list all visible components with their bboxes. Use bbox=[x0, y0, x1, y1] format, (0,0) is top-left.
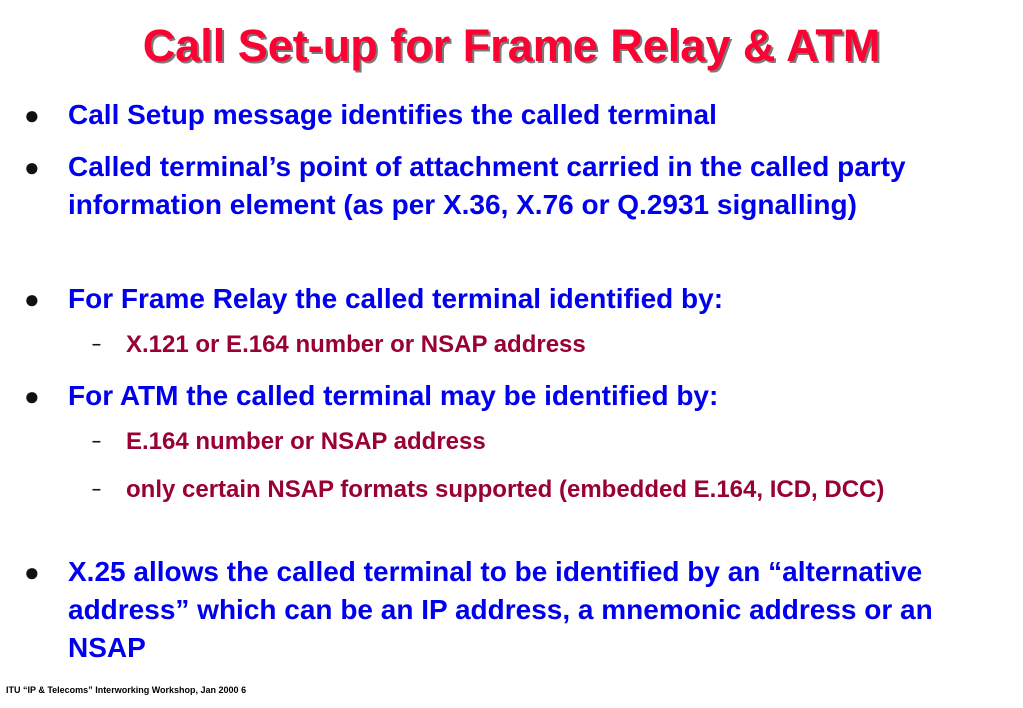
sub-bullet-text: E.164 number or NSAP address bbox=[126, 428, 486, 455]
bullet-icon: ● bbox=[24, 152, 40, 182]
sub-bullet-item bbox=[92, 329, 996, 361]
bullet-item bbox=[24, 377, 1008, 415]
sub-bullet-text: only certain NSAP formats supported (embedded E.164, ICD, DCC) bbox=[126, 476, 885, 503]
bullet-icon: ● bbox=[24, 284, 40, 314]
dash-icon: – bbox=[92, 433, 101, 450]
dash-icon: – bbox=[92, 336, 101, 353]
sub-bullet-item bbox=[92, 474, 996, 506]
bullet-icon: ● bbox=[24, 557, 40, 587]
slide-title: Call Set-up for Frame Relay & ATM bbox=[142, 20, 881, 71]
sub-bullet-item bbox=[92, 426, 996, 458]
sub-bullet-text: X.121 or E.164 number or NSAP address bbox=[126, 331, 586, 358]
bullet-item bbox=[24, 148, 1008, 224]
bullet-icon: ● bbox=[24, 100, 40, 130]
bullet-text: For Frame Relay the called terminal identified by: bbox=[68, 283, 724, 314]
bullet-text: Called terminal’s point of attachment carried in the called party information element (as per X.36, X.76 or Q.2931 signalling) bbox=[68, 151, 906, 220]
bullet-icon: ● bbox=[24, 381, 40, 411]
slide-footer: ITU “IP & Telecoms” Interworking Workshop, Jan 2000 6 bbox=[6, 685, 247, 695]
bullet-text: Call Setup message identifies the called terminal bbox=[68, 99, 717, 130]
bullet-text: X.25 allows the called terminal to be identified by an “alternative address” which can be an IP address, a mnemonic address or an NSAP bbox=[68, 556, 933, 663]
bullet-item bbox=[24, 96, 1008, 134]
bullet-item bbox=[24, 553, 1008, 667]
bullet-item bbox=[24, 280, 1008, 318]
dash-icon: – bbox=[92, 481, 101, 498]
bullet-text: For ATM the called terminal may be identified by: bbox=[68, 380, 719, 411]
